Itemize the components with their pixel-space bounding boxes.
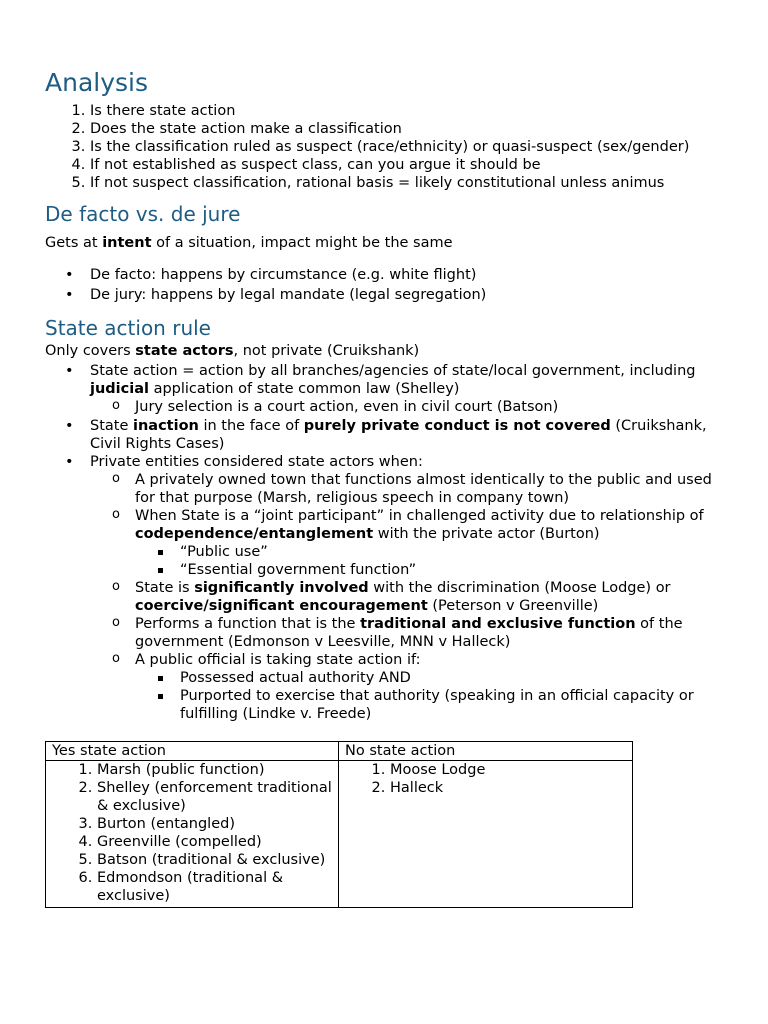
- text: application of state common law (Shelley): [148, 381, 460, 397]
- text: State is: [135, 580, 195, 596]
- defacto-list: [45, 265, 725, 305]
- list-item: 4. Greenville (compelled): [97, 833, 338, 851]
- list-item: 2. Does the state action make a classification: [90, 120, 725, 138]
- list-item: “Public use”: [180, 543, 725, 561]
- list-item: [90, 417, 725, 453]
- state-action-table: [45, 741, 633, 908]
- list-item: [135, 651, 725, 723]
- bold-text: coercive/significant encouragement: [135, 598, 428, 614]
- text: of the government (Edmonson v Leesville, MNN v Halleck): [135, 616, 683, 650]
- state-action-heading: State action rule: [45, 316, 211, 340]
- no-header-cell: No state action: [339, 742, 633, 761]
- no-list: [345, 761, 632, 797]
- list-item: Possessed actual authority AND: [180, 669, 725, 687]
- list-item: 1. Moose Lodge: [390, 761, 632, 779]
- list-item: • De jury: happens by legal mandate (legal segregation): [90, 285, 725, 305]
- text: Performs a function that is the: [135, 616, 361, 632]
- list-item: 3. Is the classification ruled as suspect (race/ethnicity) or quasi-suspect (sex/gender): [90, 138, 725, 156]
- bold-text: purely private conduct is not covered: [303, 418, 611, 434]
- text: with the private actor (Burton): [373, 526, 600, 542]
- no-cell: [339, 761, 633, 908]
- text: Gets at: [45, 235, 103, 251]
- text: , not private (Cruikshank): [233, 343, 420, 359]
- list-item: 5. If not suspect classification, rational basis = likely constitutional unless animus: [90, 174, 725, 192]
- bold-text: traditional and exclusive function: [360, 616, 636, 632]
- text: in the face of: [198, 418, 304, 434]
- text: State action = action by all branches/agencies of state/local government, including: [90, 363, 696, 379]
- text: with the discrimination (Moose Lodge) or: [368, 580, 671, 596]
- list-item: [135, 579, 725, 615]
- bold-text: intent: [102, 235, 152, 251]
- list-item: 1. Is there state action: [90, 102, 725, 120]
- text: Only covers: [45, 343, 136, 359]
- list-item: [135, 507, 725, 579]
- list-item: 3. Burton (entangled): [97, 815, 338, 833]
- sub-list: [90, 471, 725, 723]
- analysis-heading: Analysis: [45, 68, 149, 97]
- list-item: [90, 362, 725, 416]
- square-list: [135, 543, 725, 579]
- list-item: 1. Marsh (public function): [97, 761, 338, 779]
- sub-list: [90, 398, 725, 416]
- text: A public official is taking state action if:: [135, 652, 421, 668]
- bold-text: inaction: [133, 418, 199, 434]
- defacto-intro: [45, 234, 725, 252]
- list-item: 2. Halleck: [390, 779, 632, 797]
- yes-header-cell: Yes state action: [46, 742, 339, 761]
- bold-text: judicial: [90, 381, 149, 397]
- bold-text: significantly involved: [194, 580, 369, 596]
- list-item: 4. If not established as suspect class, can you argue it should be: [90, 156, 725, 174]
- defacto-heading: De facto vs. de jure: [45, 202, 241, 226]
- yes-cell: [46, 761, 339, 908]
- state-action-list: [45, 362, 725, 723]
- square-list: [135, 669, 725, 723]
- table-header-row: [46, 742, 633, 761]
- list-item: 5. Batson (traditional & exclusive): [97, 851, 338, 869]
- list-item: “Essential government function”: [180, 561, 725, 579]
- bold-text: state actors: [135, 343, 234, 359]
- list-item: [135, 615, 725, 651]
- document-page: [45, 68, 725, 908]
- list-item: o Jury selection is a court action, even in civil court (Batson): [135, 398, 725, 416]
- analysis-steps-list: [45, 102, 725, 192]
- text: Private entities considered state actors when:: [90, 454, 423, 470]
- text: When State is a “joint participant” in challenged activity due to relationship of: [135, 508, 704, 524]
- text: State: [90, 418, 133, 434]
- yes-list: [52, 761, 338, 905]
- text: of a situation, impact might be the same: [151, 235, 453, 251]
- text: (Peterson v Greenville): [427, 598, 599, 614]
- text: (Cruikshank, Civil Rights Cases): [90, 418, 707, 452]
- list-item: 6. Edmondson (traditional & exclusive): [97, 869, 338, 905]
- list-item: 2. Shelley (enforcement traditional & exclusive): [97, 779, 338, 815]
- bold-text: codependence/entanglement: [135, 526, 374, 542]
- list-item: [90, 453, 725, 723]
- list-item: Purported to exercise that authority (speaking in an official capacity or fulfilling (Lindke v. Freede): [180, 687, 725, 723]
- list-item: o A privately owned town that functions almost identically to the public and used for that purpose (Marsh, religious speech in company town): [135, 471, 725, 507]
- state-action-intro: [45, 342, 725, 360]
- list-item: • De facto: happens by circumstance (e.g. white flight): [90, 265, 725, 285]
- table-row: [46, 761, 633, 908]
